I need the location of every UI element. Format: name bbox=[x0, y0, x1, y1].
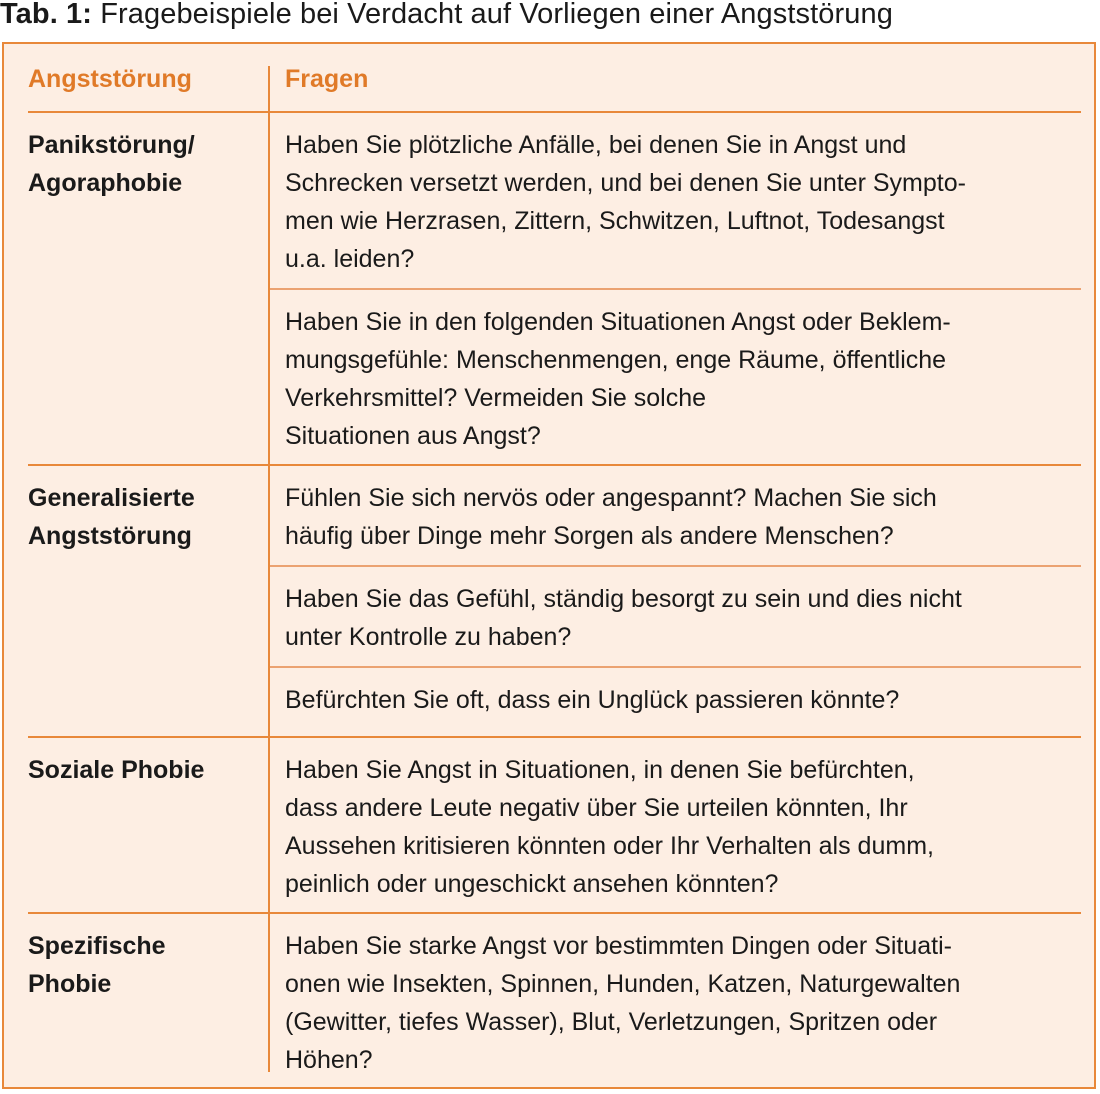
question-cell bbox=[285, 126, 1075, 278]
category-panikstoerung bbox=[28, 126, 258, 202]
question-line: Haben Sie das Gefühl, ständig besorgt zu sein und dies nicht bbox=[285, 585, 962, 613]
question-line: Befürchten Sie oft, dass ein Unglück passieren könnte? bbox=[285, 686, 900, 714]
question-line: Schrecken versetzt werden, und bei denen Sie unter Sympto- bbox=[285, 169, 966, 197]
question-line: Haben Sie in den folgenden Situationen Angst oder Beklem- bbox=[285, 308, 951, 336]
question-line: Situationen aus Angst? bbox=[285, 422, 541, 450]
question-cell bbox=[285, 681, 1075, 719]
question-separator bbox=[270, 666, 1081, 668]
category-generalisierte-angststoerung bbox=[28, 479, 258, 555]
question-line: Verkehrsmittel? Vermeiden Sie solche bbox=[285, 384, 707, 412]
category-line: Spezifische bbox=[28, 932, 166, 960]
question-cell bbox=[285, 303, 1075, 455]
caption-text: Fragebeispiele bei Verdacht auf Vorliegen einer Angststörung bbox=[100, 0, 893, 30]
question-line: Haben Sie plötzliche Anfälle, bei denen Sie in Angst und bbox=[285, 131, 907, 159]
question-cell bbox=[285, 479, 1075, 555]
question-line: onen wie Insekten, Spinnen, Hunden, Katzen, Naturgewalten bbox=[285, 970, 961, 998]
category-line: Panikstörung/ bbox=[28, 131, 195, 159]
question-line: häufig über Dinge mehr Sorgen als andere Menschen? bbox=[285, 522, 894, 550]
question-line: Fühlen Sie sich nervös oder angespannt? Machen Sie sich bbox=[285, 484, 937, 512]
row-separator bbox=[28, 912, 1081, 914]
question-line: dass andere Leute negativ über Sie urteilen könnten, Ihr bbox=[285, 794, 908, 822]
question-line: peinlich oder ungeschickt ansehen könnten? bbox=[285, 870, 779, 898]
caption-label: Tab. 1: bbox=[0, 0, 93, 30]
question-line: men wie Herzrasen, Zittern, Schwitzen, Luftnot, Todesangst bbox=[285, 207, 945, 235]
category-line: Soziale Phobie bbox=[28, 756, 205, 784]
header-angststoerung: Angststörung bbox=[28, 65, 192, 93]
question-separator bbox=[270, 288, 1081, 290]
question-line: (Gewitter, tiefes Wasser), Blut, Verletzungen, Spritzen oder bbox=[285, 1008, 938, 1036]
header-fragen: Fragen bbox=[285, 65, 369, 93]
question-line: Höhen? bbox=[285, 1046, 373, 1074]
row-separator bbox=[28, 464, 1081, 466]
table-caption bbox=[0, 0, 893, 34]
question-line: unter Kontrolle zu haben? bbox=[285, 623, 572, 651]
category-line: Agoraphobie bbox=[28, 169, 183, 197]
question-line: Haben Sie Angst in Situationen, in denen Sie befürchten, bbox=[285, 756, 915, 784]
question-line: mungsgefühle: Menschenmengen, enge Räume, öffentliche bbox=[285, 346, 947, 374]
question-line: Aussehen kritisieren könnten oder Ihr Verhalten als dumm, bbox=[285, 832, 934, 860]
questions-table bbox=[2, 42, 1096, 1089]
question-line: Haben Sie starke Angst vor bestimmten Dingen oder Situati- bbox=[285, 932, 953, 960]
question-cell bbox=[285, 580, 1075, 656]
header-separator bbox=[28, 111, 1081, 113]
question-cell bbox=[285, 927, 1075, 1079]
question-line: u.a. leiden? bbox=[285, 245, 415, 273]
category-line: Generalisierte bbox=[28, 484, 195, 512]
category-line: Phobie bbox=[28, 970, 112, 998]
category-soziale-phobie bbox=[28, 751, 258, 789]
category-line: Angststörung bbox=[28, 522, 192, 550]
column-divider bbox=[268, 66, 270, 1072]
row-separator bbox=[28, 736, 1081, 738]
category-spezifische-phobie bbox=[28, 927, 258, 1003]
question-cell bbox=[285, 751, 1075, 903]
question-separator bbox=[270, 565, 1081, 567]
